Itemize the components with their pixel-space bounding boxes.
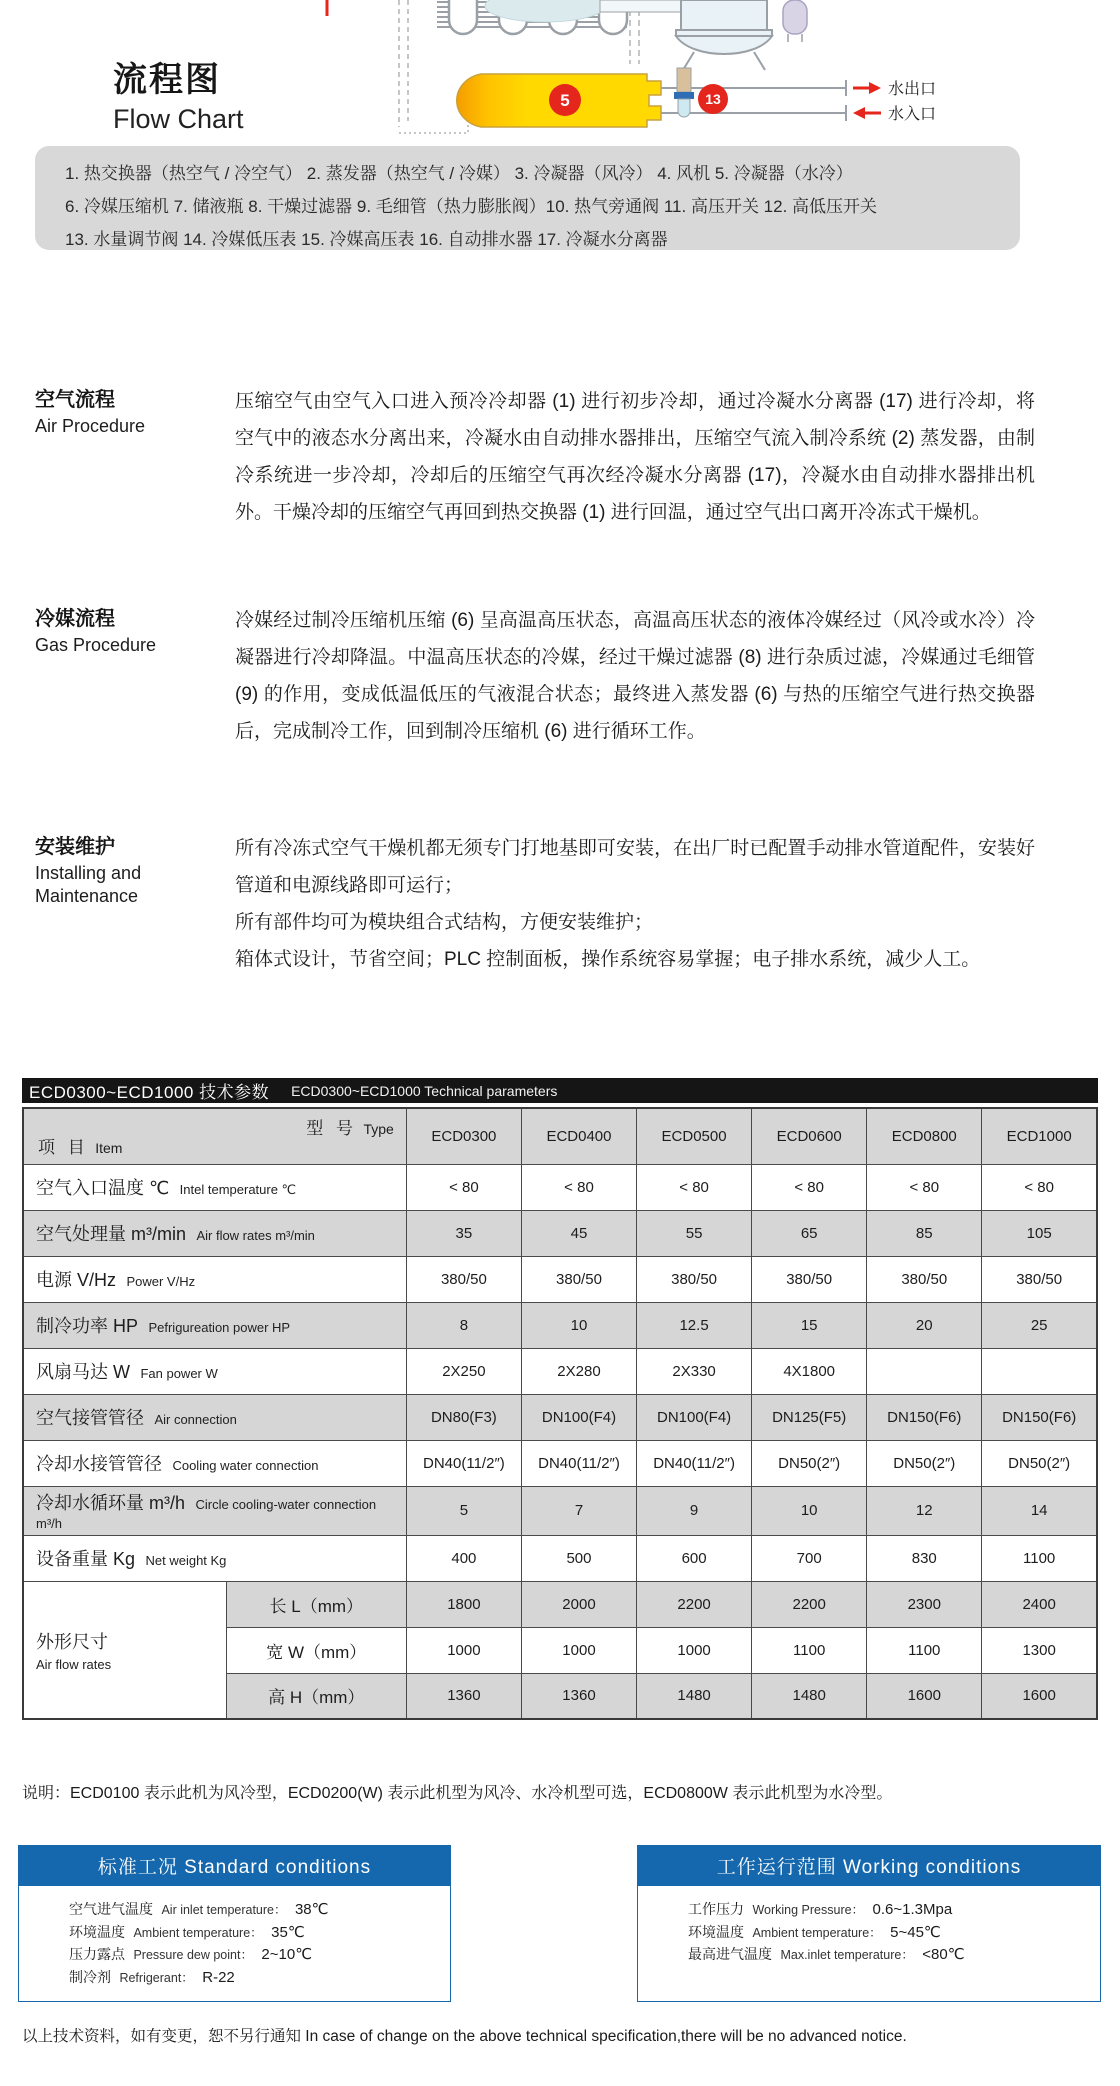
table-row: [23, 1164, 1097, 1210]
spec-value-cell: 2X280: [521, 1348, 636, 1394]
table-row: [23, 1394, 1097, 1440]
dimensions-label-en: Air flow rates: [36, 1656, 112, 1672]
legend-line-2: 6. 冷媒压缩机 7. 储液瓶 8. 干燥过滤器 9. 毛细管（热力膨胀阀）10. 热气旁通阀 11. 高压开关 12. 高低压开关: [65, 197, 878, 216]
spec-value-cell: 5: [406, 1486, 521, 1535]
section-air-title-cn: 空气流程: [35, 389, 115, 411]
legend-line-3: 13. 水量调节阀 14. 冷媒低压表 15. 冷媒高压表 16. 自动排水器 17. 冷凝水分离器: [65, 230, 668, 249]
corner-type-en: Type: [363, 1121, 394, 1137]
row-label-en: Air flow rates m³/min: [196, 1228, 315, 1243]
spec-value-cell: 12: [867, 1486, 982, 1535]
condition-row: [69, 1899, 450, 1922]
condition-label-en: Working Pressure：: [752, 1903, 865, 1917]
spec-value-cell: DN150(F6): [982, 1394, 1097, 1440]
component-legend: [35, 146, 1020, 250]
technical-parameters-table: [22, 1107, 1098, 1720]
section-air-procedure: [35, 383, 1040, 531]
spec-value-cell: 55: [637, 1210, 752, 1256]
install-paragraph-3: 箱体式设计，节省空间；PLC 控制面板，操作系统容易掌握；电子排水系统，减少人工。: [235, 949, 981, 970]
condition-value: 35℃: [271, 1923, 305, 1941]
condition-label-cn: 环境温度: [688, 1923, 744, 1940]
receiver-tank-icon: [676, 0, 772, 70]
condition-label-en: Ambient temperature：: [133, 1925, 263, 1940]
spec-value-cell: 1360: [406, 1673, 521, 1719]
table-row: [23, 1256, 1097, 1302]
condition-row: [69, 1967, 450, 1990]
row-label-en: Air connection: [154, 1412, 237, 1427]
spec-value-cell: DN50(2″): [752, 1440, 867, 1486]
table-row: [23, 1440, 1097, 1486]
spec-value-cell: 15: [752, 1302, 867, 1348]
row-label: [23, 1256, 406, 1302]
row-label: [23, 1486, 406, 1535]
spec-value-cell: 10: [521, 1302, 636, 1348]
spec-value-cell: 9: [637, 1486, 752, 1535]
row-label-cn: 风扇马达 W: [36, 1362, 130, 1382]
section-gas-label: [35, 602, 235, 750]
spec-value-cell: 65: [752, 1210, 867, 1256]
spec-value-cell: < 80: [637, 1164, 752, 1210]
row-label-en: Cooling water connection: [172, 1458, 319, 1473]
table-row: [23, 1302, 1097, 1348]
condition-label-en: Pressure dew point：: [133, 1948, 253, 1962]
row-label: [23, 1440, 406, 1486]
spec-value-cell: DN40(11/2″): [406, 1440, 521, 1486]
row-label: [23, 1394, 406, 1440]
spec-value-cell: 380/50: [406, 1256, 521, 1302]
disclaimer-text: 以上技术资料，如有变更，恕不另行通知 In case of change on the above technical specification,there will be no advanced notice.: [22, 2028, 907, 2045]
model-header: ECD0300: [406, 1108, 521, 1164]
section-install-label: [35, 830, 235, 978]
model-note: 说明：ECD0100 表示此机为风冷型，ECD0200(W) 表示此机型为风冷、水冷机型可选，ECD0800W 表示此机型为水冷型。: [22, 1785, 893, 1802]
corner-item-cn: 项 目: [38, 1137, 89, 1157]
spec-value-cell: 1600: [867, 1673, 982, 1719]
spec-value-cell: 20: [867, 1302, 982, 1348]
corner-cell: [23, 1108, 406, 1164]
spec-value-cell: DN150(F6): [867, 1394, 982, 1440]
table-title-bar: [22, 1078, 1098, 1103]
model-header: ECD1000: [982, 1108, 1097, 1164]
spec-value-cell: DN80(F3): [406, 1394, 521, 1440]
table-row: [23, 1581, 1097, 1627]
row-label-cn: 电源 V/Hz: [36, 1270, 117, 1290]
row-label-cn: 空气处理量 m³/min: [36, 1224, 186, 1244]
spec-value-cell: 14: [982, 1486, 1097, 1535]
row-label-cn: 冷却水循环量 m³/h: [36, 1492, 186, 1513]
condition-row: [688, 1922, 1100, 1945]
dimension-sub-label: 长 L（mm）: [226, 1581, 406, 1627]
row-label-cn: 空气入口温度 ℃: [36, 1178, 170, 1198]
row-label-en: Power V/Hz: [126, 1274, 196, 1289]
spec-value-cell: DN125(F5): [752, 1394, 867, 1440]
spec-value-cell: DN40(11/2″): [521, 1440, 636, 1486]
badge-13: [698, 84, 728, 114]
condition-value: 38℃: [294, 1901, 329, 1918]
spec-value-cell: 2X250: [406, 1348, 521, 1394]
spec-value-cell: [982, 1348, 1097, 1394]
dimensions-label: [23, 1581, 226, 1719]
spec-value-cell: 380/50: [637, 1256, 752, 1302]
row-label-cn: 冷却水接管管径: [36, 1454, 162, 1474]
standard-conditions-box: [18, 1845, 451, 2002]
condition-row: [69, 1944, 450, 1967]
spec-value-cell: 2X330: [637, 1348, 752, 1394]
water-inlet-label: 水入口: [888, 106, 937, 123]
spec-value-cell: DN50(2″): [982, 1440, 1097, 1486]
row-label: [23, 1210, 406, 1256]
spec-value-cell: 1360: [521, 1673, 636, 1719]
table-header-row: [23, 1108, 1097, 1164]
working-conditions-title: 工作运行范围 Working conditions: [637, 1845, 1101, 1886]
dimension-sub-label: 宽 W（mm）: [226, 1627, 406, 1673]
spec-value-cell: 7: [521, 1486, 636, 1535]
spec-value-cell: < 80: [752, 1164, 867, 1210]
condition-value: 5~45℃: [890, 1923, 941, 1941]
spec-value-cell: 1100: [752, 1627, 867, 1673]
spec-value-cell: 380/50: [752, 1256, 867, 1302]
spec-value-cell: < 80: [867, 1164, 982, 1210]
spec-value-cell: 85: [867, 1210, 982, 1256]
section-gas-title-en: Gas Procedure: [35, 635, 157, 655]
corner-item-en: Item: [95, 1139, 123, 1156]
spec-value-cell: 400: [406, 1535, 521, 1581]
spec-value-cell: [867, 1348, 982, 1394]
section-gas-title-cn: 冷媒流程: [35, 608, 115, 630]
spec-value-cell: 12.5: [637, 1302, 752, 1348]
row-label: [23, 1535, 406, 1581]
filter-capsule-icon: [783, 0, 807, 42]
spec-value-cell: 105: [982, 1210, 1097, 1256]
spec-value-cell: 830: [867, 1535, 982, 1581]
working-conditions-body: [637, 1886, 1101, 2002]
condition-value: R-22: [202, 1968, 235, 1986]
spec-value-cell: 500: [521, 1535, 636, 1581]
condition-row: [688, 1944, 1100, 1967]
section-air-title-en: Air Procedure: [35, 416, 146, 436]
spec-value-cell: 1000: [637, 1627, 752, 1673]
spec-value-cell: 1100: [867, 1627, 982, 1673]
spec-value-cell: DN40(11/2″): [637, 1440, 752, 1486]
section-install-body: [235, 830, 1035, 978]
table-row: [23, 1486, 1097, 1535]
spec-value-cell: 380/50: [982, 1256, 1097, 1302]
spec-value-cell: 1600: [982, 1673, 1097, 1719]
row-label-cn: 设备重量 Kg: [36, 1549, 136, 1569]
condition-label-cn: 工作压力: [688, 1901, 744, 1917]
badge-5: [549, 84, 581, 116]
spec-value-cell: 380/50: [867, 1256, 982, 1302]
standard-conditions-title: 标准工况 Standard conditions: [18, 1845, 451, 1886]
water-regulating-valve-icon: [674, 68, 694, 117]
section-install-maintenance: [35, 830, 1040, 978]
flow-chart-title: [113, 52, 244, 135]
spec-value-cell: 1800: [406, 1581, 521, 1627]
spec-value-cell: < 80: [982, 1164, 1097, 1210]
water-outlet-label: 水出口: [888, 81, 937, 98]
water-inlet-arrow-icon: [853, 107, 881, 119]
working-conditions-box: [637, 1845, 1101, 2002]
spec-value-cell: < 80: [521, 1164, 636, 1210]
condition-row: [69, 1922, 450, 1945]
condition-value: 2~10℃: [261, 1946, 313, 1963]
row-label-en: Fan power W: [140, 1366, 218, 1381]
row-label-cn: 空气接管管径: [36, 1408, 144, 1428]
table-row: [23, 1535, 1097, 1581]
spec-value-cell: 600: [637, 1535, 752, 1581]
install-paragraph-1: 所有冷冻式空气干燥机都无须专门打地基即可安装，在出厂时已配置手动排水管道配件，安装好管道和电源线路即可运行；: [235, 838, 1035, 896]
row-label-en: Circle cooling-water connection m³/h: [36, 1496, 377, 1531]
spec-value-cell: 1480: [637, 1673, 752, 1719]
flow-chart-title-cn: 流程图: [113, 61, 221, 99]
row-label-en: Intel temperature ℃: [179, 1182, 297, 1197]
spec-value-cell: 4X1800: [752, 1348, 867, 1394]
spec-value-cell: 2000: [521, 1581, 636, 1627]
badge-5-label: 5: [560, 91, 570, 110]
dimensions-label-cn: 外形尺寸: [36, 1631, 108, 1652]
condition-value: 0.6~1.3Mpa: [872, 1901, 953, 1918]
section-air-body: 压缩空气由空气入口进入预冷冷却器 (1) 进行初步冷却，通过冷凝水分离器 (17) 进行冷却，将空气中的液态水分离出来，冷凝水由自动排水器排出，压缩空气流入制冷系统 (2) 蒸发器，由制冷系统进一步冷却，冷却后的压缩空气再次经冷凝水分离器 (17)，冷凝水由自动排水器排出机外。干燥冷却的压缩空气再回到热交换器 (1) 进行回温，通过空气出口离开冷冻式干燥机。: [235, 391, 1035, 523]
spec-value-cell: 45: [521, 1210, 636, 1256]
condition-label-cn: 最高进气温度: [688, 1946, 772, 1962]
condition-label-en: Air inlet temperature：: [161, 1903, 287, 1917]
section-gas-procedure: [35, 602, 1040, 750]
spec-value-cell: 2400: [982, 1581, 1097, 1627]
model-header: ECD0500: [637, 1108, 752, 1164]
table-row: [23, 1210, 1097, 1256]
condition-label-en: Refrigerant：: [119, 1970, 194, 1985]
spec-value-cell: < 80: [406, 1164, 521, 1210]
section-install-title-en: Installing and Maintenance: [35, 863, 142, 906]
condition-label-cn: 压力露点: [69, 1946, 125, 1962]
spec-value-cell: 380/50: [521, 1256, 636, 1302]
spec-value-cell: 1000: [406, 1627, 521, 1673]
condition-value: <80℃: [922, 1946, 965, 1963]
section-air-label: [35, 383, 235, 531]
table-title-cn: ECD0300~ECD1000 技术参数: [29, 1083, 270, 1102]
row-label-en: Net weight Kg: [145, 1553, 227, 1568]
spec-value-cell: 1300: [982, 1627, 1097, 1673]
row-label-cn: 制冷功率 HP: [36, 1316, 139, 1336]
table-title-en: ECD0300~ECD1000 Technical parameters: [291, 1082, 558, 1099]
row-label: [23, 1348, 406, 1394]
spec-value-cell: 10: [752, 1486, 867, 1535]
spec-value-cell: 1000: [521, 1627, 636, 1673]
model-header: ECD0600: [752, 1108, 867, 1164]
section-gas-body: 冷媒经过制冷压缩机压缩 (6) 呈高温高压状态，高温高压状态的液体冷媒经过（风冷或水冷）冷凝器进行冷却降温。中温高压状态的冷媒，经过干燥过滤器 (8) 进行杂质过滤，冷媒通过毛细管 (9) 的作用，变成低温低压的气液混合状态；最终进入蒸发器 (6) 与热的压缩空气进行热交换器后，完成制冷工作，回到制冷压缩机 (6) 进行循环工作。: [235, 610, 1035, 742]
condition-label-en: Ambient temperature：: [752, 1925, 882, 1940]
condition-label-cn: 制冷剂: [69, 1968, 111, 1985]
section-install-title-cn: 安装维护: [35, 836, 115, 858]
corner-type-cn: 型 号: [306, 1119, 358, 1138]
standard-conditions-body: [18, 1886, 451, 2002]
table-row: [23, 1348, 1097, 1394]
spec-value-cell: DN50(2″): [867, 1440, 982, 1486]
condition-label-en: Max.inlet temperature：: [780, 1948, 914, 1962]
spec-value-cell: 2200: [637, 1581, 752, 1627]
model-header: ECD0800: [867, 1108, 982, 1164]
spec-value-cell: 25: [982, 1302, 1097, 1348]
flow-chart-title-en: Flow Chart: [113, 104, 244, 134]
row-label: [23, 1164, 406, 1210]
spec-value-cell: DN100(F4): [637, 1394, 752, 1440]
spec-value-cell: 2300: [867, 1581, 982, 1627]
spec-value-cell: 2200: [752, 1581, 867, 1627]
water-outlet-arrow-icon: [853, 82, 881, 94]
condition-label-cn: 空气进气温度: [69, 1901, 153, 1917]
spec-value-cell: 700: [752, 1535, 867, 1581]
badge-13-label: 13: [705, 91, 721, 107]
dimension-sub-label: 高 H（mm）: [226, 1673, 406, 1719]
condition-row: [688, 1899, 1100, 1922]
spec-value-cell: 1480: [752, 1673, 867, 1719]
model-header: ECD0400: [521, 1108, 636, 1164]
spec-value-cell: 1100: [982, 1535, 1097, 1581]
spec-value-cell: 35: [406, 1210, 521, 1256]
row-label-en: Pefrigureation power HP: [148, 1320, 291, 1335]
spec-value-cell: 8: [406, 1302, 521, 1348]
install-paragraph-2: 所有部件均可为模块组合式结构，方便安装维护；: [235, 912, 654, 933]
legend-line-1: 1. 热交换器（热空气 / 冷空气） 2. 蒸发器（热空气 / 冷媒） 3. 冷凝器（风冷） 4. 风机 5. 冷凝器（水冷）: [65, 164, 853, 183]
condition-label-cn: 环境温度: [69, 1923, 125, 1940]
spec-value-cell: DN100(F4): [521, 1394, 636, 1440]
row-label: [23, 1302, 406, 1348]
